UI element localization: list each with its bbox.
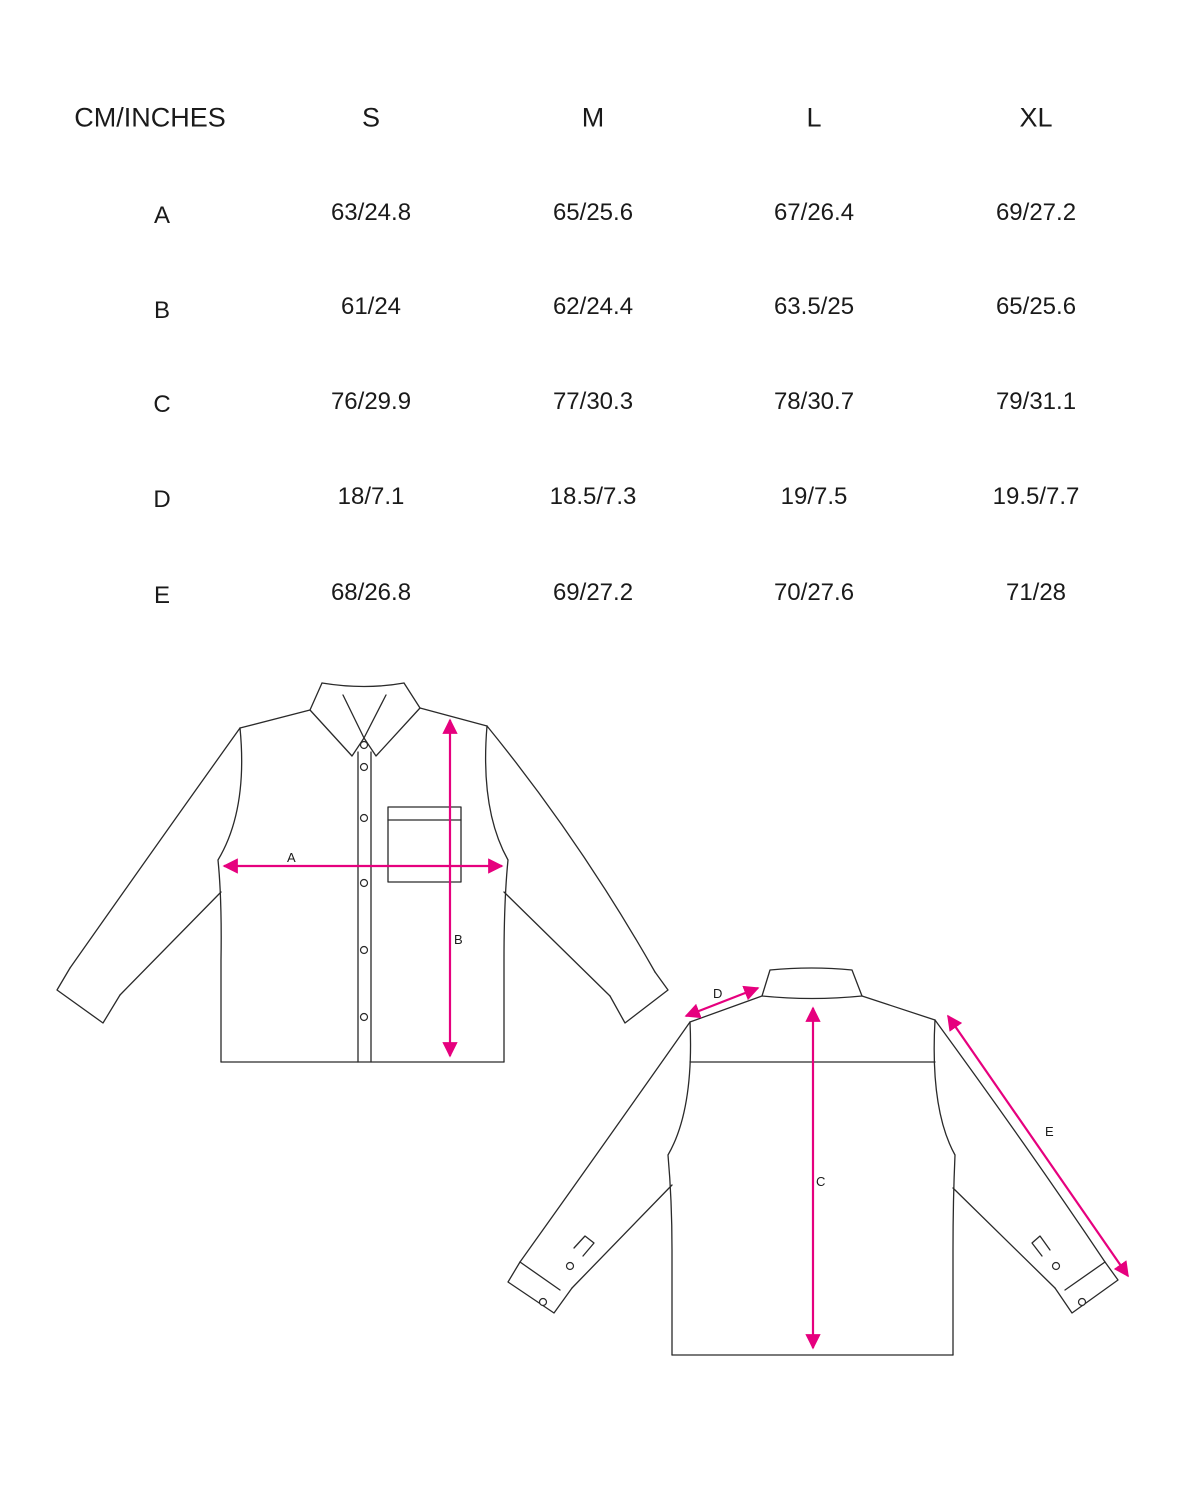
- size-header-l: L: [806, 102, 822, 133]
- table-cell: 19/7.5: [780, 483, 848, 510]
- table-cell: 67/26.4: [773, 199, 855, 226]
- row-label-a: A: [153, 202, 171, 229]
- table-cell: 19.5/7.7: [992, 483, 1080, 510]
- button-icon: [1053, 1263, 1060, 1270]
- row-label-e: E: [153, 582, 171, 609]
- row-label-d: D: [153, 486, 171, 513]
- table-cell: 61/24: [340, 293, 402, 320]
- table-cell: 63.5/25: [773, 293, 855, 320]
- table-cell: 68/26.8: [330, 579, 412, 606]
- table-cell: 62/24.4: [552, 293, 634, 320]
- table-cell: 78/30.7: [773, 388, 855, 415]
- table-cell: 69/27.2: [995, 199, 1077, 226]
- front-shirt-outline: [57, 683, 668, 1062]
- table-cell: 69/27.2: [552, 579, 634, 606]
- button-icon: [361, 742, 368, 749]
- unit-header: CM/INCHES: [74, 102, 226, 133]
- button-icon: [1079, 1299, 1086, 1306]
- row-label-b: B: [153, 297, 171, 324]
- chest-measure-label: A: [287, 850, 296, 865]
- table-cell: 18.5/7.3: [549, 483, 637, 510]
- sleeve-measure-label: E: [1045, 1124, 1054, 1139]
- body-length-label: B: [454, 932, 463, 947]
- button-icon: [361, 1014, 368, 1021]
- button-icon: [540, 1299, 547, 1306]
- button-icon: [361, 880, 368, 887]
- back-length-label: C: [816, 1174, 826, 1189]
- size-header-xl: XL: [1019, 102, 1053, 133]
- button-icon: [361, 815, 368, 822]
- table-cell: 77/30.3: [552, 388, 634, 415]
- table-cell: 76/29.9: [330, 388, 412, 415]
- size-header-s: S: [361, 102, 381, 133]
- table-cell: 63/24.8: [330, 199, 412, 226]
- table-cell: 70/27.6: [773, 579, 855, 606]
- size-header-m: M: [581, 102, 605, 133]
- button-icon: [361, 947, 368, 954]
- table-cell: 65/25.6: [995, 293, 1077, 320]
- table-cell: 79/31.1: [995, 388, 1077, 415]
- button-icon: [567, 1263, 574, 1270]
- table-cell: 18/7.1: [337, 483, 405, 510]
- button-icon: [361, 764, 368, 771]
- table-cell: 65/25.6: [552, 199, 634, 226]
- table-cell: 71/28: [1005, 579, 1067, 606]
- row-label-c: C: [153, 391, 171, 418]
- shoulder-measure-label: D: [713, 986, 723, 1001]
